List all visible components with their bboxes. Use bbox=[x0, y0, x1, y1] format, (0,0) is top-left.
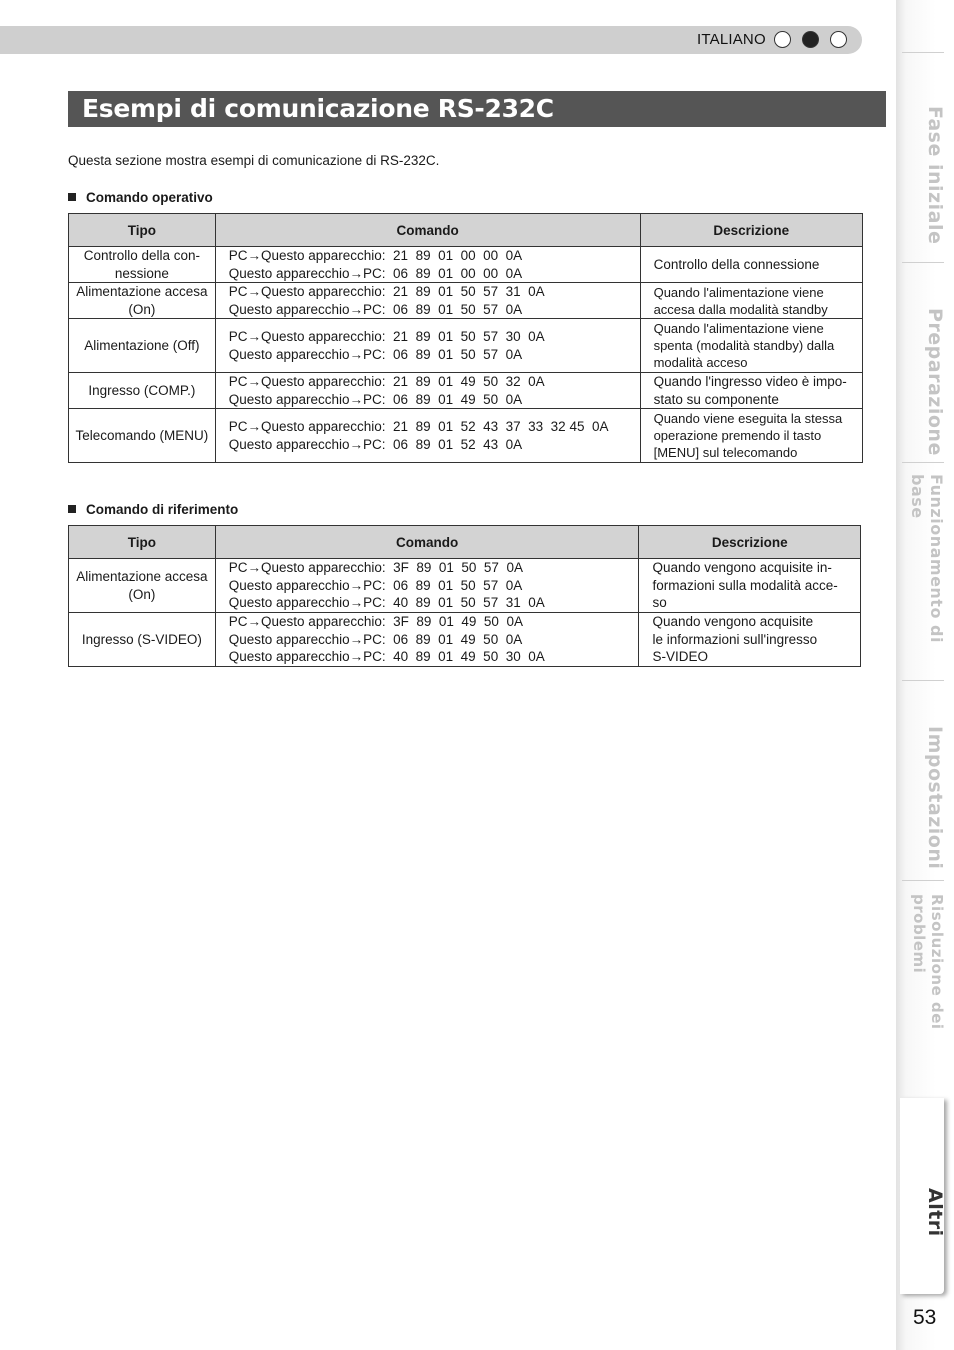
type-cell: Telecomando (MENU) bbox=[69, 409, 216, 463]
circle-filled-icon bbox=[802, 31, 819, 48]
section-heading bbox=[68, 502, 238, 517]
page-title: Esempi di comunicazione RS-232C bbox=[82, 94, 554, 123]
command-cell: PC→Questo apparecchio: 3F 89 01 50 57 0A Questo apparecchio→PC: 06 89 01 50 57 0A Questo apparecchio→PC: 40 89 01 50 57 31 0A bbox=[215, 559, 639, 613]
type-cell: Controllo della con- nessione bbox=[69, 247, 216, 283]
square-bullet-icon bbox=[68, 193, 76, 201]
column-header: Comando bbox=[215, 214, 640, 247]
table-row bbox=[69, 319, 863, 373]
tab-divider bbox=[902, 680, 944, 681]
type-cell: Ingresso (COMP.) bbox=[69, 373, 216, 409]
command-cell: PC→Questo apparecchio: 21 89 01 50 57 30 0A Questo apparecchio→PC: 06 89 01 50 57 0A bbox=[215, 319, 640, 373]
type-cell: Alimentazione accesa (On) bbox=[69, 283, 216, 319]
column-header: Descrizione bbox=[640, 214, 862, 247]
command-cell: PC→Questo apparecchio: 3F 89 01 49 50 0A Questo apparecchio→PC: 06 89 01 49 50 0A Questo apparecchio→PC: 40 89 01 49 50 30 0A bbox=[215, 613, 639, 667]
table-row bbox=[69, 613, 861, 667]
reference-command-table bbox=[68, 525, 861, 667]
type-cell: Ingresso (S-VIDEO) bbox=[69, 613, 216, 667]
description-cell: Quando l'alimentazione viene spenta (modalità standby) dalla modalità acceso bbox=[640, 319, 862, 373]
tab-preparazione[interactable]: Preparazione bbox=[924, 308, 946, 456]
type-cell: Alimentazione (Off) bbox=[69, 319, 216, 373]
tab-divider bbox=[902, 262, 944, 263]
table-row bbox=[69, 283, 863, 319]
description-cell: Quando vengono acquisite in- formazioni sulla modalità acce- so bbox=[639, 559, 861, 613]
tab-divider bbox=[902, 880, 944, 881]
tab-altri[interactable]: Altri bbox=[924, 1187, 946, 1237]
tab-risoluzione-dei-problemi[interactable]: Risoluzione dei problemi bbox=[910, 894, 946, 1030]
tab-divider bbox=[902, 52, 944, 53]
command-cell: PC→Questo apparecchio: 21 89 01 52 43 37 33 32 45 0A Questo apparecchio→PC: 06 89 01 52 43 0A bbox=[215, 409, 640, 463]
description-cell: Quando viene eseguita la stessa operazione premendo il tasto [MENU] sul telecomando bbox=[640, 409, 862, 463]
command-cell: PC→Questo apparecchio: 21 89 01 49 50 32 0A Questo apparecchio→PC: 06 89 01 49 50 0A bbox=[215, 373, 640, 409]
circle-empty-icon bbox=[774, 31, 791, 48]
language-label: ITALIANO bbox=[697, 31, 766, 48]
sidebar-tabs bbox=[896, 0, 954, 1350]
table-row bbox=[69, 409, 863, 463]
column-header: Tipo bbox=[69, 214, 216, 247]
column-header: Descrizione bbox=[639, 526, 861, 559]
operative-command-table bbox=[68, 213, 863, 463]
square-bullet-icon bbox=[68, 505, 76, 513]
tab-divider bbox=[902, 462, 944, 463]
section-title: Comando di riferimento bbox=[86, 502, 239, 517]
table-row bbox=[69, 373, 863, 409]
column-header: Tipo bbox=[69, 526, 216, 559]
tab-fase-iniziale[interactable]: Fase iniziale bbox=[924, 105, 946, 245]
page-title-bar bbox=[68, 91, 886, 127]
tab-impostazioni[interactable]: Impostazioni bbox=[924, 726, 946, 870]
table-row bbox=[69, 247, 863, 283]
column-header: Comando bbox=[215, 526, 639, 559]
section-title: Comando operativo bbox=[86, 190, 213, 205]
table-row bbox=[69, 559, 861, 613]
intro-text: Questa sezione mostra esempi di comunicazione di RS-232C. bbox=[68, 153, 440, 168]
description-cell: Quando l'alimentazione viene accesa dalla modalità standby bbox=[640, 283, 862, 319]
command-cell: PC→Questo apparecchio: 21 89 01 50 57 31 0A Questo apparecchio→PC: 06 89 01 50 57 0A bbox=[215, 283, 640, 319]
description-cell: Quando vengono acquisite le informazioni sull'ingresso S-VIDEO bbox=[639, 613, 861, 667]
page-number: 53 bbox=[913, 1306, 937, 1329]
type-cell: Alimentazione accesa (On) bbox=[69, 559, 216, 613]
section-heading bbox=[68, 190, 213, 205]
description-cell: Controllo della connessione bbox=[640, 247, 862, 283]
command-cell: PC→Questo apparecchio: 21 89 01 00 00 0A Questo apparecchio→PC: 06 89 01 00 00 0A bbox=[215, 247, 640, 283]
circle-empty-icon bbox=[830, 31, 847, 48]
tab-funzionamento-di-base[interactable]: Funzionamento di base bbox=[908, 474, 946, 643]
description-cell: Quando l'ingresso video è impo- stato su componente bbox=[640, 373, 862, 409]
